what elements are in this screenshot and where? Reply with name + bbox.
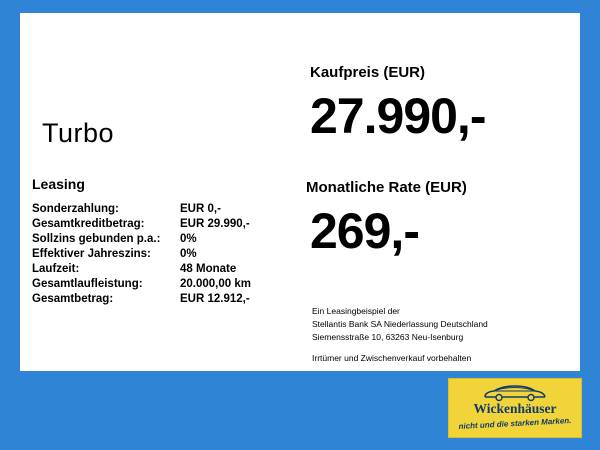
leasing-key: Gesamtbetrag:: [32, 293, 114, 305]
leasing-value: 20.000,00 km: [180, 278, 251, 290]
leasing-key: Sollzins gebunden p.a.:: [32, 233, 161, 245]
dealer-slogan: nicht und die starken Marken.: [458, 416, 572, 431]
leasing-key: Gesamtkreditbetrag:: [32, 218, 145, 230]
table-row: [32, 248, 251, 263]
fineprint-line: Irrtümer und Zwischenverkauf vorbehalten: [312, 353, 472, 363]
fineprint-line: Ein Leasingbeispiel der: [312, 306, 400, 316]
monthly-rate-label: Monatliche Rate (EUR): [306, 179, 467, 196]
leasing-key: Laufzeit:: [32, 263, 80, 275]
fineprint-line: Stellantis Bank SA Niederlassung Deutschland: [312, 319, 488, 329]
monthly-rate-value: 269,-: [310, 203, 419, 259]
leasing-key: Sonderzahlung:: [32, 203, 119, 215]
table-row: [32, 278, 251, 293]
leasing-value: 0%: [180, 248, 197, 260]
leasing-details-table: [32, 203, 251, 308]
table-row: [32, 203, 251, 218]
dealer-logo: [448, 378, 582, 438]
price-column: [290, 13, 580, 371]
leasing-value: EUR 12.912,-: [180, 293, 250, 305]
leasing-value: EUR 29.990,-: [180, 218, 250, 230]
table-row: [32, 263, 251, 278]
dealer-name: Wickenhäuser: [473, 401, 557, 416]
fineprint-line: Siemensstraße 10, 63263 Neu-Isenburg: [312, 332, 464, 342]
leasing-key: Gesamtlaufleistung:: [32, 278, 143, 290]
fineprint-spacer: [312, 344, 488, 352]
table-row: [32, 233, 251, 248]
leasing-section-heading: Leasing: [32, 176, 85, 192]
car-icon: [482, 384, 548, 402]
table-row: [32, 293, 251, 308]
leasing-value: 48 Monate: [180, 263, 237, 275]
leasing-key: Effektiver Jahreszins:: [32, 248, 151, 260]
leasing-value: 0%: [180, 233, 197, 245]
leasing-value: EUR 0,-: [180, 203, 221, 215]
vehicle-model-title: Turbo: [42, 118, 115, 148]
listing-card: [20, 13, 580, 371]
fineprint-block: [312, 305, 488, 365]
purchase-price-value: 27.990,-: [310, 88, 486, 144]
table-row: [32, 218, 251, 233]
purchase-price-label: Kaufpreis (EUR): [310, 64, 426, 81]
